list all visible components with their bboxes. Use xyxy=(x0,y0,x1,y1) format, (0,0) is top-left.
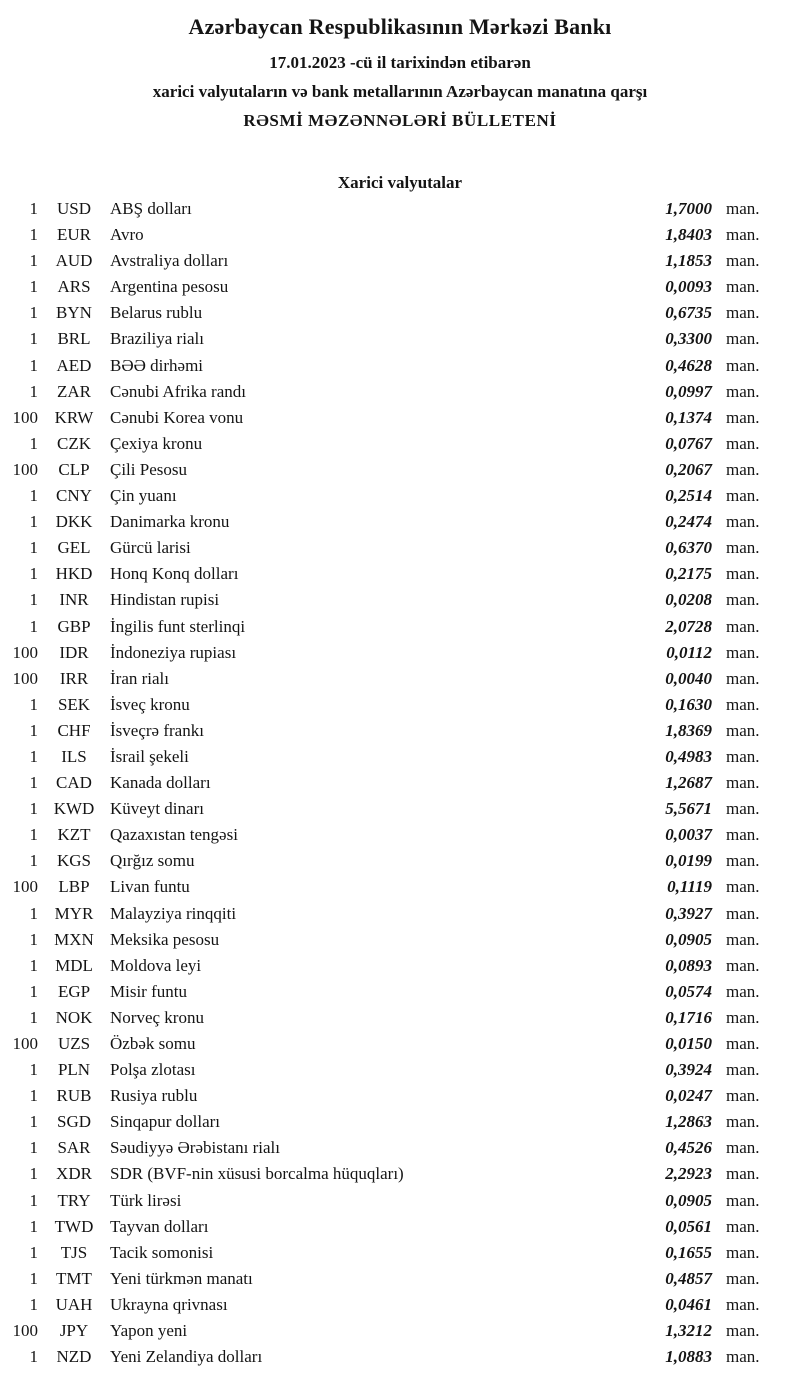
rate-code: RUB xyxy=(56,1086,92,1106)
rate-qty: 1 xyxy=(29,1294,38,1314)
rate-unit: man. xyxy=(726,1268,760,1288)
rate-row xyxy=(0,1292,800,1318)
rate-qty: 1 xyxy=(29,538,38,558)
rate-value: 0,0093 xyxy=(665,277,712,297)
rate-code: ZAR xyxy=(57,381,91,401)
rate-code: GEL xyxy=(57,538,91,558)
rate-name: BƏƏ dirhəmi xyxy=(110,355,204,375)
rate-name: Danimarka kronu xyxy=(110,512,230,532)
rate-code: KWD xyxy=(53,799,95,819)
rate-value: 1,8369 xyxy=(665,720,712,740)
rate-value: 0,2175 xyxy=(665,564,712,584)
rate-row xyxy=(0,1344,800,1370)
rate-value: 0,0040 xyxy=(665,668,712,688)
rate-unit: man. xyxy=(726,799,760,819)
rate-unit: man. xyxy=(726,720,760,740)
rate-code: NOK xyxy=(55,1007,93,1027)
rate-code: MDL xyxy=(55,955,93,975)
rate-qty: 100 xyxy=(12,1034,38,1053)
rate-value: 1,1853 xyxy=(665,251,712,271)
rate-value: 0,1630 xyxy=(665,694,712,714)
bank-title: Azərbaycan Respublikasının Mərkəzi Bankı xyxy=(188,14,612,39)
rate-unit: man. xyxy=(726,981,760,1001)
rate-name: Çexiya kronu xyxy=(110,433,203,453)
rate-unit: man. xyxy=(726,851,760,871)
rate-row xyxy=(0,405,800,431)
rate-value: 0,6735 xyxy=(665,303,712,323)
rate-row xyxy=(0,640,800,666)
rate-row xyxy=(0,744,800,770)
rate-name: İngilis funt sterlinqi xyxy=(110,616,246,636)
rate-name: Misir funtu xyxy=(110,981,187,1001)
rate-value: 1,2863 xyxy=(665,1112,712,1132)
rate-name: Tacik somonisi xyxy=(110,1242,214,1262)
rate-value: 5,5671 xyxy=(665,799,712,819)
rate-name: İsveç kronu xyxy=(110,694,190,714)
rate-qty: 1 xyxy=(29,616,38,636)
rate-qty: 1 xyxy=(29,1190,38,1210)
rate-name: Sinqapur dolları xyxy=(110,1112,221,1132)
rate-name: Cənubi Afrika randı xyxy=(110,381,246,401)
rate-value: 0,1716 xyxy=(665,1007,712,1027)
rate-unit: man. xyxy=(726,1086,760,1106)
rate-row xyxy=(0,1109,800,1135)
rate-code: HKD xyxy=(55,564,93,584)
rate-unit: man. xyxy=(726,303,760,323)
rate-qty: 100 xyxy=(12,459,38,479)
rate-unit: man. xyxy=(726,433,760,453)
rate-unit: man. xyxy=(726,668,760,688)
rate-name: Yeni Zelandiya dolları xyxy=(110,1347,263,1367)
rate-value: 0,0574 xyxy=(665,981,712,1001)
rate-row xyxy=(0,718,800,744)
scope-line: xarici valyutaların və bank metallarının Azərbaycan manatına qarşı xyxy=(152,82,648,101)
rate-value: 1,3212 xyxy=(665,1321,712,1341)
rate-qty: 1 xyxy=(29,564,38,584)
rate-unit: man. xyxy=(726,955,760,975)
rate-unit: man. xyxy=(726,251,760,271)
rate-qty: 1 xyxy=(29,225,38,245)
rate-qty: 1 xyxy=(29,512,38,532)
rate-row xyxy=(0,1057,800,1083)
rate-name: Meksika pesosu xyxy=(110,929,220,949)
rate-qty: 1 xyxy=(29,1112,38,1132)
rate-code: SAR xyxy=(57,1138,91,1158)
rate-qty: 100 xyxy=(12,407,38,427)
document-header xyxy=(0,14,800,131)
rate-unit: man. xyxy=(726,538,760,558)
rate-qty: 1 xyxy=(29,903,38,923)
rate-unit: man. xyxy=(726,1321,760,1341)
rate-qty: 1 xyxy=(29,929,38,949)
rate-row xyxy=(0,196,800,222)
rate-row xyxy=(0,770,800,796)
rate-unit: man. xyxy=(726,1138,760,1158)
rate-row xyxy=(0,457,800,483)
rate-name: Ukrayna qrivnası xyxy=(110,1294,228,1314)
rate-code: IRR xyxy=(59,668,89,688)
rate-name: Rusiya rublu xyxy=(110,1086,198,1106)
rate-unit: man. xyxy=(726,512,760,532)
rate-value: 0,4628 xyxy=(665,355,712,375)
rate-row xyxy=(0,822,800,848)
rate-value: 2,0728 xyxy=(665,616,712,636)
rate-unit: man. xyxy=(726,277,760,297)
rate-value: 0,0767 xyxy=(665,433,712,453)
rate-row xyxy=(0,1161,800,1187)
rate-name: Türk lirəsi xyxy=(110,1190,182,1210)
rate-value: 0,3300 xyxy=(665,329,712,349)
rate-name: İran rialı xyxy=(110,668,169,688)
rate-unit: man. xyxy=(726,773,760,793)
rate-name: Avstraliya dolları xyxy=(110,251,229,271)
rate-value: 0,1655 xyxy=(665,1242,712,1262)
rate-unit: man. xyxy=(726,642,760,662)
rate-row xyxy=(0,1214,800,1240)
rate-qty: 1 xyxy=(29,1347,38,1367)
rate-name: Qazaxıstan tengəsi xyxy=(110,825,238,845)
rate-value: 0,0247 xyxy=(665,1086,712,1106)
rate-name: Polşa zlotası xyxy=(110,1060,196,1080)
rate-unit: man. xyxy=(726,590,760,610)
rate-name: Livan funtu xyxy=(110,877,190,897)
rate-code: TWD xyxy=(54,1216,94,1236)
rate-name: İsveçrə frankı xyxy=(110,720,204,740)
rate-name: Gürcü larisi xyxy=(110,538,191,558)
rate-value: 0,3924 xyxy=(665,1060,712,1080)
rate-qty: 1 xyxy=(29,1268,38,1288)
rate-unit: man. xyxy=(726,1347,760,1367)
rate-value: 0,0199 xyxy=(665,851,712,871)
rate-row xyxy=(0,1135,800,1161)
rate-unit: man. xyxy=(726,355,760,375)
rate-unit: man. xyxy=(726,225,760,245)
rate-row xyxy=(0,1240,800,1266)
rate-qty: 1 xyxy=(29,955,38,975)
rate-unit: man. xyxy=(726,407,760,427)
rate-row xyxy=(0,379,800,405)
rate-value: 1,7000 xyxy=(665,199,712,218)
rate-value: 2,2923 xyxy=(665,1164,712,1184)
section-title-foreign-currencies: Xarici valyutalar xyxy=(337,173,463,192)
rate-value: 0,0893 xyxy=(665,955,712,975)
rate-row xyxy=(0,848,800,874)
rate-unit: man. xyxy=(726,929,760,949)
rate-unit: man. xyxy=(726,1007,760,1027)
rate-qty: 1 xyxy=(29,1007,38,1027)
rate-qty: 1 xyxy=(29,851,38,871)
rate-code: CNY xyxy=(56,486,92,506)
rate-name: Özbək somu xyxy=(110,1034,196,1053)
rate-value: 0,4857 xyxy=(665,1268,712,1288)
rate-code: LBP xyxy=(58,877,90,897)
rate-unit: man. xyxy=(726,616,760,636)
rate-name: Norveç kronu xyxy=(110,1007,204,1027)
rate-row xyxy=(0,483,800,509)
rate-code: AUD xyxy=(55,251,93,271)
rate-qty: 1 xyxy=(29,433,38,453)
rate-qty: 100 xyxy=(12,1321,38,1341)
rate-code: BYN xyxy=(56,303,92,323)
rate-qty: 100 xyxy=(12,877,38,897)
rate-unit: man. xyxy=(726,1216,760,1236)
rate-row xyxy=(0,353,800,379)
rate-qty: 1 xyxy=(29,825,38,845)
rate-code: KGS xyxy=(56,851,91,871)
rate-value: 0,2514 xyxy=(665,486,712,506)
rate-unit: man. xyxy=(726,564,760,584)
rate-value: 0,4526 xyxy=(665,1138,712,1158)
rate-name: Küveyt dinarı xyxy=(110,799,204,819)
rate-row xyxy=(0,979,800,1005)
rate-name: Səudiyyə Ərəbistanı rialı xyxy=(110,1138,280,1158)
rate-name: Qırğız somu xyxy=(110,851,195,871)
rate-row xyxy=(0,901,800,927)
rate-unit: man. xyxy=(726,877,760,897)
rate-row xyxy=(0,1031,800,1057)
rate-name: Honq Konq dolları xyxy=(110,564,239,584)
rate-row xyxy=(0,927,800,953)
rate-name: İsrail şekeli xyxy=(110,746,189,766)
rate-value: 0,3927 xyxy=(665,903,712,923)
rate-code: UZS xyxy=(57,1034,91,1053)
rate-row xyxy=(0,1083,800,1109)
rate-row xyxy=(0,692,800,718)
rate-row xyxy=(0,222,800,248)
rate-code: EUR xyxy=(57,225,91,245)
rate-row xyxy=(0,300,800,326)
rate-qty: 1 xyxy=(29,746,38,766)
rate-code: JPY xyxy=(59,1321,89,1341)
bulletin-title: RƏSMİ MƏZƏNNƏLƏRİ BÜLLETENİ xyxy=(243,111,557,130)
rate-code: CHF xyxy=(57,720,91,740)
rate-value: 0,1374 xyxy=(665,407,712,427)
rate-unit: man. xyxy=(726,1242,760,1262)
rate-name: Malayziya rinqqiti xyxy=(110,903,237,923)
rate-name: İndoneziya rupiası xyxy=(110,642,237,662)
rate-qty: 1 xyxy=(29,329,38,349)
rate-qty: 1 xyxy=(29,1164,38,1184)
rate-value: 0,6370 xyxy=(665,538,712,558)
rate-code: INR xyxy=(59,590,89,610)
rate-code: USD xyxy=(56,199,91,218)
rate-row xyxy=(0,248,800,274)
rate-row xyxy=(0,509,800,535)
rate-code: XDR xyxy=(56,1164,92,1184)
rate-qty: 1 xyxy=(29,251,38,271)
rate-name: Çin yuanı xyxy=(110,486,177,506)
rate-unit: man. xyxy=(726,694,760,714)
effective-date-line: 17.01.2023 -cü il tarixindən etibarən xyxy=(269,53,531,72)
rate-code: CLP xyxy=(58,459,90,479)
rate-code: MXN xyxy=(54,929,94,949)
rate-value: 0,0997 xyxy=(665,381,712,401)
rates-table xyxy=(0,196,800,1370)
rate-code: TMT xyxy=(56,1268,92,1288)
rate-unit: man. xyxy=(726,329,760,349)
rate-code: KRW xyxy=(54,407,94,427)
rate-code: CAD xyxy=(56,773,92,793)
rate-value: 0,0905 xyxy=(665,1190,712,1210)
rate-row xyxy=(0,431,800,457)
rate-qty: 1 xyxy=(29,1086,38,1106)
rate-qty: 1 xyxy=(29,590,38,610)
rate-unit: man. xyxy=(726,1034,760,1053)
rate-qty: 100 xyxy=(12,642,38,662)
rate-qty: 1 xyxy=(29,694,38,714)
rate-name: ABŞ dolları xyxy=(110,199,192,218)
rate-row xyxy=(0,1188,800,1214)
rate-value: 0,0150 xyxy=(665,1034,712,1053)
rate-unit: man. xyxy=(726,1164,760,1184)
rate-code: EGP xyxy=(57,981,91,1001)
rate-name: Argentina pesosu xyxy=(110,277,229,297)
rate-row xyxy=(0,874,800,900)
rate-qty: 1 xyxy=(29,720,38,740)
rate-row xyxy=(0,953,800,979)
rate-value: 0,0208 xyxy=(665,590,712,610)
rate-code: NZD xyxy=(56,1347,92,1367)
rate-unit: man. xyxy=(726,1294,760,1314)
rate-row xyxy=(0,274,800,300)
rate-code: TRY xyxy=(57,1190,91,1210)
rate-value: 1,0883 xyxy=(665,1347,712,1367)
rate-value: 0,4983 xyxy=(665,746,712,766)
rate-qty: 1 xyxy=(29,981,38,1001)
rate-value: 0,0905 xyxy=(665,929,712,949)
rate-name: Braziliya rialı xyxy=(110,329,204,349)
rate-name: Yeni türkmən manatı xyxy=(110,1268,253,1288)
rate-code: BRL xyxy=(57,329,91,349)
rate-code: ILS xyxy=(61,746,87,766)
rate-qty: 1 xyxy=(29,1138,38,1158)
rate-name: SDR (BVF-nin xüsusi borcalma hüquqları) xyxy=(110,1164,404,1184)
rate-name: Tayvan dolları xyxy=(110,1216,209,1236)
rate-row xyxy=(0,614,800,640)
rate-name: Hindistan rupisi xyxy=(110,590,220,610)
rate-row xyxy=(0,561,800,587)
rate-code: SGD xyxy=(56,1112,91,1132)
rate-unit: man. xyxy=(726,1060,760,1080)
rate-value: 1,8403 xyxy=(665,225,712,245)
rate-unit: man. xyxy=(726,825,760,845)
rate-code: KZT xyxy=(57,825,91,845)
rate-value: 0,0561 xyxy=(665,1216,712,1236)
rate-code: DKK xyxy=(55,512,93,532)
rate-qty: 1 xyxy=(29,303,38,323)
rate-code: MYR xyxy=(54,903,94,923)
rate-code: IDR xyxy=(59,642,89,662)
rate-row xyxy=(0,535,800,561)
rate-name: Çili Pesosu xyxy=(110,459,187,479)
rate-unit: man. xyxy=(726,1190,760,1210)
rate-name: Cənubi Korea vonu xyxy=(110,407,244,427)
rate-name: Avro xyxy=(110,225,144,245)
rate-qty: 1 xyxy=(29,355,38,375)
rate-code: SEK xyxy=(57,694,91,714)
rate-unit: man. xyxy=(726,746,760,766)
rate-qty: 1 xyxy=(29,1060,38,1080)
rate-row xyxy=(0,326,800,352)
rate-code: ARS xyxy=(57,277,91,297)
rate-qty: 1 xyxy=(29,1242,38,1262)
rate-qty: 1 xyxy=(29,799,38,819)
rate-code: PLN xyxy=(57,1060,91,1080)
rate-qty: 1 xyxy=(29,277,38,297)
rate-name: Moldova leyi xyxy=(110,955,202,975)
rate-row xyxy=(0,1266,800,1292)
rate-row xyxy=(0,666,800,692)
rate-qty: 1 xyxy=(29,381,38,401)
rate-unit: man. xyxy=(726,459,760,479)
rate-value: 0,2474 xyxy=(665,512,712,532)
rate-name: Yapon yeni xyxy=(110,1321,188,1341)
rate-qty: 1 xyxy=(29,486,38,506)
rate-code: GBP xyxy=(57,616,91,636)
rate-value: 0,1119 xyxy=(667,877,712,897)
rate-name: Belarus rublu xyxy=(110,303,203,323)
rate-code: CZK xyxy=(57,433,91,453)
rate-qty: 1 xyxy=(29,773,38,793)
rate-qty: 1 xyxy=(29,199,38,218)
rate-value: 0,2067 xyxy=(665,459,712,479)
rate-unit: man. xyxy=(726,1112,760,1132)
rate-code: AED xyxy=(56,355,92,375)
rate-code: TJS xyxy=(60,1242,88,1262)
rate-unit: man. xyxy=(726,486,760,506)
rate-qty: 1 xyxy=(29,1216,38,1236)
rate-unit: man. xyxy=(726,903,760,923)
rate-value: 1,2687 xyxy=(665,773,712,793)
rate-value: 0,0461 xyxy=(665,1294,712,1314)
rate-row xyxy=(0,1318,800,1344)
rate-unit: man. xyxy=(726,199,760,218)
rate-row xyxy=(0,796,800,822)
rate-row xyxy=(0,1005,800,1031)
rate-value: 0,0037 xyxy=(665,825,712,845)
rate-value: 0,0112 xyxy=(666,642,712,662)
rate-name: Kanada dolları xyxy=(110,773,211,793)
rate-row xyxy=(0,587,800,613)
rate-qty: 100 xyxy=(12,668,38,688)
rate-code: UAH xyxy=(55,1294,93,1314)
rate-unit: man. xyxy=(726,381,760,401)
